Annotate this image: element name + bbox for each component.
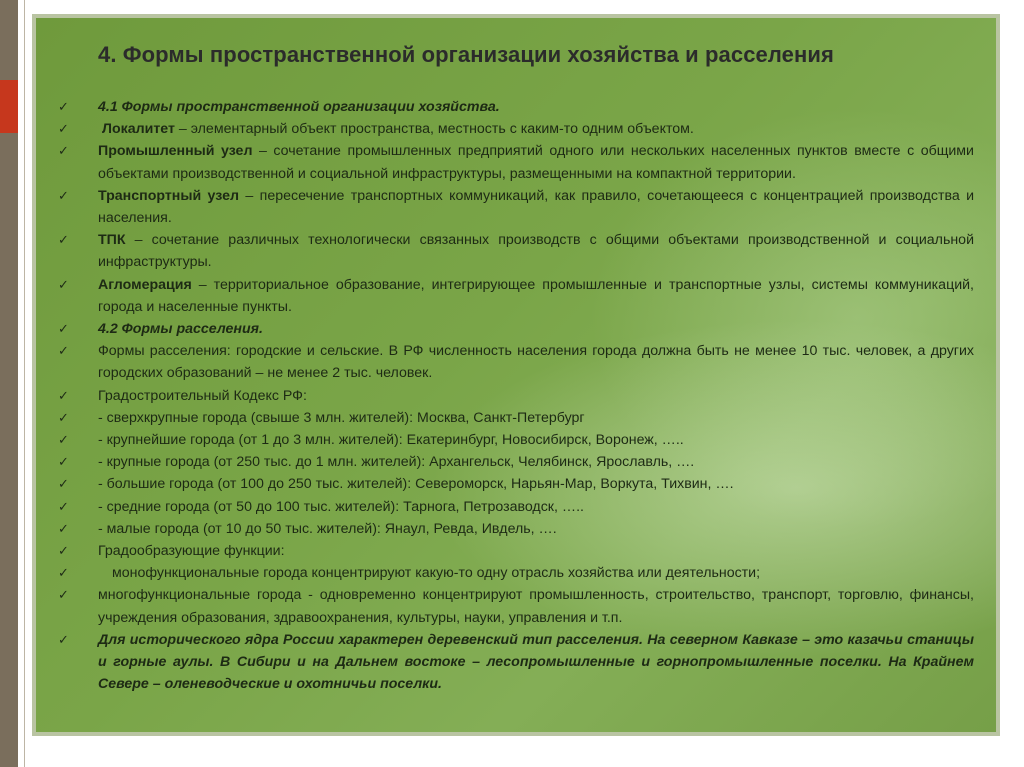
list-item bbox=[58, 562, 974, 584]
list-item bbox=[58, 229, 974, 273]
definition-text bbox=[98, 118, 974, 140]
check-icon: ✓ bbox=[58, 187, 69, 203]
definition: – пересечение транспортных коммуникаций, как правило, сочетающееся с концентрацией производства и населения. bbox=[98, 187, 974, 227]
definition-text bbox=[98, 229, 974, 273]
list-item-text: - крупные города (от 250 тыс. до 1 млн. жителей): Архангельск, Челябинск, Ярославль, …. bbox=[98, 454, 695, 471]
check-icon: ✓ bbox=[58, 387, 69, 403]
list-item bbox=[58, 274, 974, 318]
list-item-text: Градостроительный Кодекс РФ: bbox=[98, 387, 307, 404]
list-item bbox=[58, 540, 974, 562]
list-item-text: многофункциональные города - одновременно концентрируют промышленность, строительство, транспорт, торговлю, финансы, учреждения образования, здравоохранения, культуры, науки, управления и т.п. bbox=[98, 587, 974, 626]
check-icon: ✓ bbox=[58, 409, 69, 425]
list-item bbox=[58, 96, 974, 118]
list-item bbox=[58, 518, 974, 540]
check-icon: ✓ bbox=[58, 476, 69, 492]
list-item-text: - большие города (от 100 до 250 тыс. жителей): Североморск, Нарьян-Мар, Воркута, Тихвин, …. bbox=[98, 476, 734, 493]
section-heading: 4.1 Формы пространственной организации хозяйства. bbox=[98, 99, 500, 115]
list-item bbox=[58, 340, 974, 384]
check-icon: ✓ bbox=[58, 520, 69, 536]
check-icon: ✓ bbox=[58, 454, 69, 470]
bullet-list bbox=[58, 96, 974, 695]
term: Промышленный узел bbox=[98, 143, 253, 160]
definition: – территориальное образование, интегрирующее промышленные и транспортные узлы, системы коммуникаций, города и населенные пункты. bbox=[98, 276, 974, 315]
list-item bbox=[58, 140, 974, 184]
check-icon: ✓ bbox=[58, 498, 69, 514]
check-icon: ✓ bbox=[58, 121, 69, 137]
check-icon: ✓ bbox=[58, 631, 69, 647]
list-item bbox=[58, 407, 974, 429]
definition: – сочетание различных технологически связанных производств с общими объектами производственной и социальной инфраструктуры. bbox=[98, 232, 974, 271]
check-icon: ✓ bbox=[58, 232, 69, 248]
list-item-text: монофункциональные города концентрируют какую-то одну отрасль хозяйства или деятельности; bbox=[112, 565, 761, 582]
check-icon: ✓ bbox=[58, 343, 69, 359]
left-decor-line bbox=[24, 0, 25, 767]
list-item bbox=[58, 385, 974, 407]
list-item bbox=[58, 118, 974, 140]
list-item bbox=[58, 185, 974, 229]
list-item-text: Формы расселения: городские и сельские. В РФ численность населения города должна быть не менее 10 тыс. человек, а других городских образований – не менее 2 тыс. человек. bbox=[98, 343, 974, 382]
check-icon: ✓ bbox=[58, 587, 69, 603]
check-icon: ✓ bbox=[58, 99, 69, 114]
slide bbox=[36, 18, 996, 732]
check-icon: ✓ bbox=[58, 432, 69, 448]
check-icon: ✓ bbox=[58, 543, 69, 559]
conclusion-text: Для исторического ядра России характерен деревенский тип расселения. На северном Кавказе – это казачьи станицы и горные аулы. В Сибири и на Дальнем востоке – лесопромышленные и горнопромышленные поселки. На Крайнем Севере – оленеводческие и охотничьи поселки. bbox=[98, 631, 974, 693]
list-item-text: - крупнейшие города (от 1 до 3 млн. жителей): Екатеринбург, Новосибирск, Воронеж, ….. bbox=[98, 432, 684, 449]
list-item-text: - средние города (от 50 до 100 тыс. жителей): Тарнога, Петрозаводск, ….. bbox=[98, 498, 584, 515]
list-item bbox=[58, 496, 974, 518]
term: Агломерация bbox=[98, 276, 192, 293]
check-icon: ✓ bbox=[58, 143, 69, 159]
definition: – элементарный объект пространства, местность с каким-то одним объектом. bbox=[174, 121, 694, 138]
definition: – сочетание промышленных предприятий одного или нескольких населенных пунктов вместе с общими объектами производственной и социальной инфраструктуры, размещенными на компактной территории. bbox=[98, 143, 974, 182]
section-heading: 4.2 Формы расселения. bbox=[98, 321, 263, 338]
definition-text bbox=[98, 274, 974, 318]
check-icon: ✓ bbox=[58, 565, 69, 581]
list-item bbox=[58, 429, 974, 451]
list-item bbox=[58, 629, 974, 696]
list-item bbox=[58, 584, 974, 628]
list-item-text: - малые города (от 10 до 50 тыс. жителей): Янаул, Ревда, Ивдель, …. bbox=[98, 520, 557, 537]
list-item bbox=[58, 451, 974, 473]
slide-title: 4. Формы пространственной организации хозяйства и расселения bbox=[98, 42, 834, 67]
term: Транспортный узел bbox=[98, 187, 240, 204]
list-item-text: - сверхкрупные города (свыше 3 млн. жителей): Москва, Санкт-Петербург bbox=[98, 409, 585, 426]
definition-text bbox=[98, 185, 974, 229]
check-icon: ✓ bbox=[58, 321, 69, 337]
term: Локалитет bbox=[102, 121, 175, 138]
check-icon: ✓ bbox=[58, 276, 69, 292]
list-item bbox=[58, 318, 974, 340]
list-item-text: Градообразующие функции: bbox=[98, 543, 285, 560]
definition-text bbox=[98, 140, 974, 184]
list-item bbox=[58, 473, 974, 495]
red-accent-tab bbox=[0, 80, 18, 133]
term: ТПК bbox=[98, 232, 126, 249]
